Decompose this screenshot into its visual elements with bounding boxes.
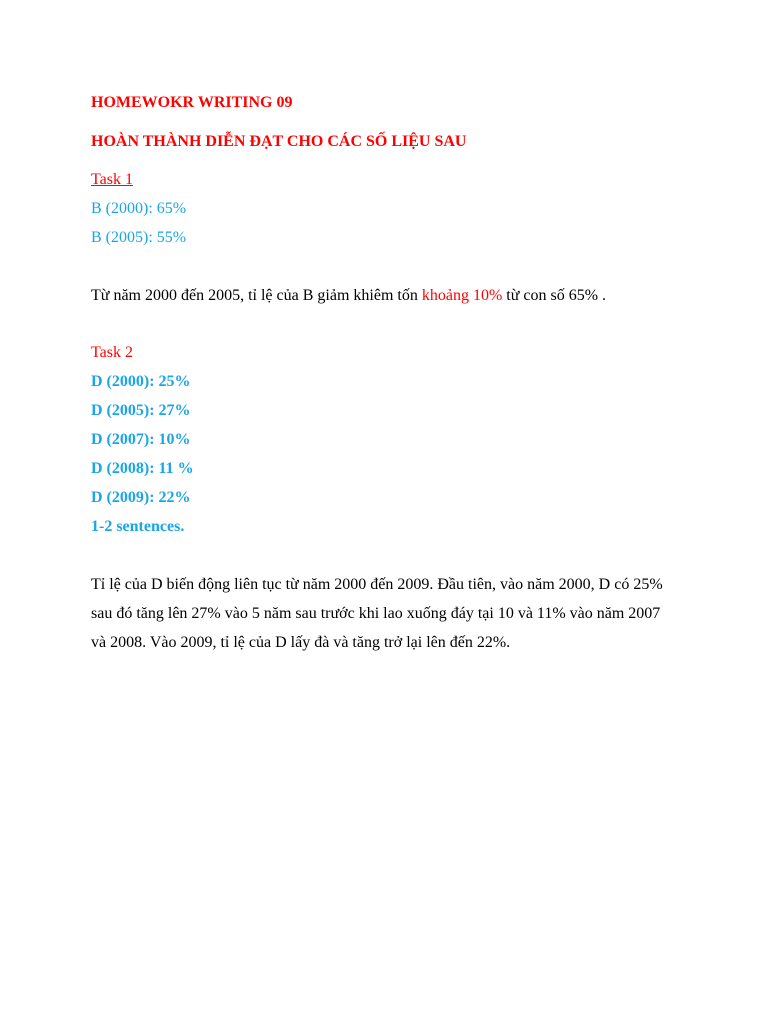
- task2-item: D (2000): 25%: [91, 373, 191, 390]
- task1-sentence-after: từ con số 65% .: [502, 287, 607, 304]
- task2-item: 1-2 sentences.: [91, 518, 185, 535]
- task2-paragraph: [91, 570, 691, 657]
- document-subtitle: HOÀN THÀNH DIỄN ĐẠT CHO CÁC SỐ LIỆU SAU: [91, 133, 467, 150]
- task1-item: B (2000): 65%: [91, 200, 187, 217]
- task2-paragraph-line: sau đó tăng lên 27% vào 5 năm sau trước khi lao xuống đáy tại 10 và 11% vào năm 2007: [91, 605, 661, 622]
- task2-item: D (2005): 27%: [91, 402, 191, 419]
- task1-sentence-before: Từ năm 2000 đến 2005, tỉ lệ của B giảm khiêm tốn: [91, 287, 422, 304]
- task1-sentence-highlight: khoảng 10%: [421, 287, 503, 304]
- task2-paragraph-line: Tỉ lệ của D biến động liên tục từ năm 2000 đến 2009. Đầu tiên, vào năm 2000, D có 25%: [91, 576, 663, 593]
- task1-item: B (2005): 55%: [91, 229, 187, 246]
- task2-item: D (2007): 10%: [91, 431, 191, 448]
- task1-sentence: [91, 286, 606, 306]
- task2-label: Task 2: [91, 344, 133, 361]
- task2-item: D (2008): 11 %: [91, 460, 194, 477]
- task2-item: D (2009): 22%: [91, 489, 191, 506]
- task1-label: Task 1: [91, 171, 133, 188]
- document-title: HOMEWOKR WRITING 09: [91, 94, 293, 111]
- task2-paragraph-line: và 2008. Vào 2009, tỉ lệ của D lấy đà và tăng trở lại lên đến 22%.: [91, 634, 511, 651]
